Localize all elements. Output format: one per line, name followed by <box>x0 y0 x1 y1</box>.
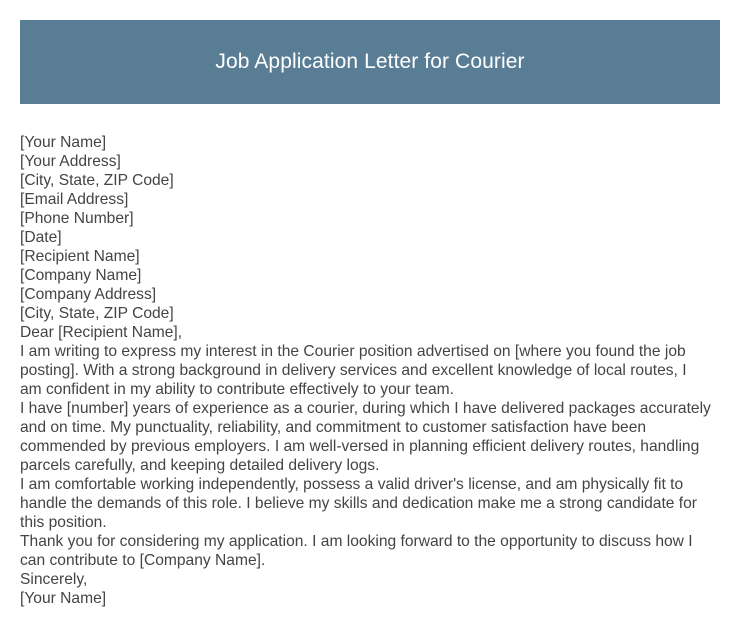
title-banner <box>20 20 720 104</box>
recipient-name: [Recipient Name] <box>20 248 140 265</box>
paragraph-line: can contribute to [Company Name]. <box>20 552 266 569</box>
paragraph-line: parcels carefully, and keeping detailed delivery logs. <box>20 457 380 474</box>
sender-address: [Your Address] <box>20 153 121 170</box>
sender-city-state-zip: [City, State, ZIP Code] <box>20 172 174 189</box>
company-address: [Company Address] <box>20 286 157 303</box>
closing: Sincerely, <box>20 571 88 588</box>
paragraph-line: posting]. With a strong background in delivery services and excellent knowledge of local routes, I <box>20 362 687 379</box>
salutation: Dear [Recipient Name], <box>20 324 183 341</box>
sender-name: [Your Name] <box>20 134 107 151</box>
sender-email: [Email Address] <box>20 191 129 208</box>
paragraph-line: I am writing to express my interest in the Courier position advertised on [where you found the job <box>20 343 686 360</box>
paragraph-line: this position. <box>20 514 107 531</box>
paragraph-line: handle the demands of this role. I believe my skills and dedication make me a strong candidate for <box>20 495 697 512</box>
paragraph-interest <box>20 342 724 399</box>
paragraph-thanks <box>20 532 724 570</box>
page-title: Job Application Letter for Courier <box>215 50 525 73</box>
paragraph-line: am confident in my ability to contribute effectively to your team. <box>20 381 454 398</box>
sender-phone: [Phone Number] <box>20 210 134 227</box>
paragraph-experience <box>20 399 724 475</box>
paragraph-line: I have [number] years of experience as a courier, during which I have delivered packages accurately <box>20 400 711 417</box>
letter-date: [Date] <box>20 229 62 246</box>
letter-body <box>20 133 724 608</box>
paragraph-line: Thank you for considering my application. I am looking forward to the opportunity to discuss how I <box>20 533 693 550</box>
paragraph-line: commended by previous employers. I am well-versed in planning efficient delivery routes, handling <box>20 438 700 455</box>
company-city-state-zip: [City, State, ZIP Code] <box>20 305 174 322</box>
signature-name: [Your Name] <box>20 590 107 607</box>
paragraph-qualifications <box>20 475 724 532</box>
company-name: [Company Name] <box>20 267 142 284</box>
paragraph-line: I am comfortable working independently, possess a valid driver's license, and am physically fit to <box>20 476 684 493</box>
paragraph-line: and on time. My punctuality, reliability, and commitment to customer satisfaction have been <box>20 419 647 436</box>
